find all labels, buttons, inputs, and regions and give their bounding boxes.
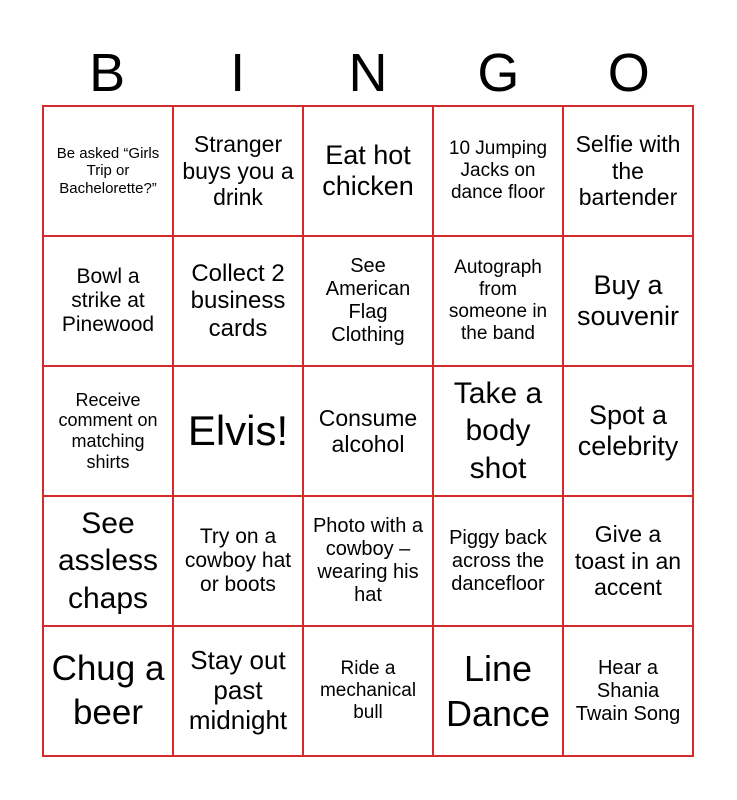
cell-text: Try on a cowboy hat or boots [184,524,292,597]
cell-text: Buy a souvenir [576,269,680,331]
cell-text: Collect 2 business cards [190,259,286,342]
bingo-header [42,38,694,108]
cell-text: Chug a beer [51,649,165,732]
bingo-cell[interactable] [433,236,563,366]
bingo-cell[interactable] [303,626,433,756]
header-letter-o: O [607,43,650,103]
bingo-cell[interactable] [43,496,173,626]
cell-text: Take a body shot [453,376,543,485]
bingo-cell[interactable] [43,106,173,236]
cell-text: Bowl a strike at Pinewood [61,264,155,337]
header-letter-i: I [230,43,246,103]
bingo-cell[interactable] [303,496,433,626]
header-letter-g: G [477,43,520,103]
bingo-cell[interactable] [43,366,173,496]
header-letter-n: N [348,43,388,103]
bingo-cell[interactable] [303,106,433,236]
bingo-cell[interactable] [303,236,433,366]
cell-text: Be asked “Girls Trip or Bachelorette?” [56,145,160,197]
bingo-cell[interactable] [173,106,303,236]
bingo-cell[interactable] [563,496,693,626]
bingo-cell[interactable] [173,626,303,756]
bingo-cell[interactable] [563,626,693,756]
bingo-cell[interactable] [563,236,693,366]
cell-text: Receive comment on matching shirts [58,389,158,472]
cell-text: Line Dance [445,648,551,734]
bingo-cell[interactable] [173,366,303,496]
cell-text: See American Flag Clothing [325,255,411,346]
bingo-cell[interactable] [433,106,563,236]
cell-text: Stay out past midnight [188,645,288,735]
cell-text: Spot a celebrity [577,399,679,461]
cell-text: Ride a mechanical bull [319,658,417,723]
cell-text: 10 Jumping Jacks on dance floor [448,138,548,203]
cell-text: Consume alcohol [318,404,418,457]
cell-text: Hear a Shania Twain Song [575,656,681,725]
bingo-cell[interactable] [433,626,563,756]
bingo-cell[interactable] [173,496,303,626]
bingo-cell[interactable] [173,236,303,366]
bingo-cell[interactable] [43,236,173,366]
cell-text: See assless chaps [57,506,159,615]
cell-text: Piggy back across the dancefloor [449,526,547,595]
header-letter-b: B [89,43,126,103]
bingo-cell[interactable] [433,496,563,626]
bingo-cell[interactable] [43,626,173,756]
cell-text: Elvis! [187,406,289,454]
bingo-cell[interactable] [563,366,693,496]
cell-text: Autograph from someone in the band [448,257,548,344]
cell-text: Selfie with the bartender [575,131,681,211]
bingo-card [42,105,694,757]
cell-text: Photo with a cowboy – wearing his hat [312,515,424,606]
bingo-cell[interactable] [563,106,693,236]
bingo-cell[interactable] [303,366,433,496]
cell-text: Eat hot chicken [322,139,414,201]
cell-text: Give a toast in an accent [574,521,682,601]
bingo-cell[interactable] [433,366,563,496]
cell-text: Stranger buys you a drink [182,131,294,211]
